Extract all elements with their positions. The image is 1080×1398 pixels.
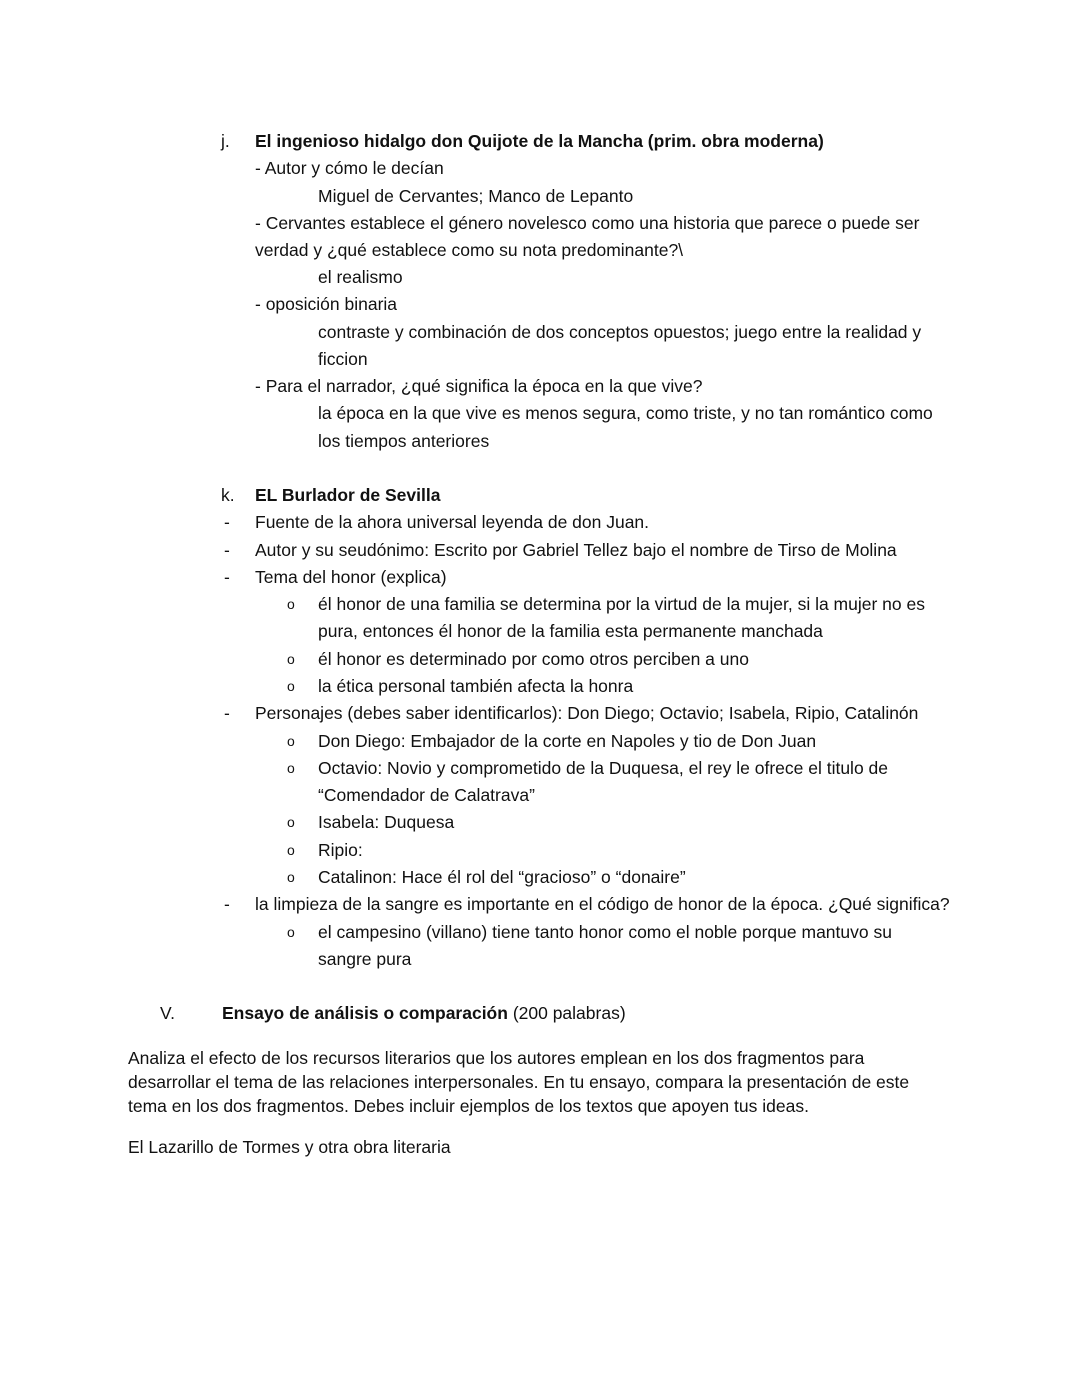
circle-bullet: o (287, 733, 295, 749)
section-k-marker: k. (221, 485, 235, 505)
character-octavio-line2: “Comendador de Calatrava” (318, 785, 535, 805)
answer-author: Miguel de Cervantes; Manco de Lepanto (318, 186, 634, 206)
blood-answer-line1: el campesino (villano) tiene tanto honor como el noble porque mantuvo su (318, 922, 892, 942)
circle-bullet: o (287, 651, 295, 667)
honor-point-3: la ética personal también afecta la honra (318, 676, 634, 696)
dash-marker: - (224, 894, 230, 914)
character-don-diego: Don Diego: Embajador de la corte en Napoles y tio de Don Juan (318, 731, 817, 751)
question-author: - Autor y cómo le decían (255, 158, 444, 178)
essay-works: El Lazarillo de Tormes y otra obra literaria (128, 1137, 451, 1157)
circle-bullet: o (287, 814, 295, 830)
honor-point-1-line1: él honor de una familia se determina por la virtud de la mujer, si la mujer no es (318, 594, 925, 614)
answer-epoch-line2: los tiempos anteriores (318, 431, 490, 451)
dash-marker: - (224, 567, 230, 587)
circle-bullet: o (287, 596, 295, 612)
question-epoch: - Para el narrador, ¿qué significa la época en la que vive? (255, 376, 703, 396)
blood-answer-line2: sangre pura (318, 949, 412, 969)
honor-point-1-line2: pura, entonces él honor de la familia esta permanente manchada (318, 621, 823, 641)
essay-prompt-line1: Analiza el efecto de los recursos literarios que los autores emplean en los dos fragmentos para (128, 1048, 865, 1068)
essay-prompt-line2: desarrollar el tema de las relaciones interpersonales. En tu ensayo, compara la presentación de este (128, 1072, 910, 1092)
answer-binary-line1: contraste y combinación de dos conceptos opuestos; juego entre la realidad y (318, 322, 922, 342)
character-octavio-line1: Octavio: Novio y comprometido de la Duquesa, el rey le ofrece el titulo de (318, 758, 889, 778)
answer-binary-line2: ficcion (318, 349, 368, 369)
question-binary: - oposición binaria (255, 294, 398, 314)
list-item-source: Fuente de la ahora universal leyenda de don Juan. (255, 512, 650, 532)
circle-bullet: o (287, 678, 295, 694)
section-v-marker: V. (160, 1003, 175, 1023)
answer-genre: el realismo (318, 267, 403, 287)
list-item-author: Autor y su seudónimo: Escrito por Gabriel Tellez bajo el nombre de Tirso de Molina (255, 540, 897, 560)
list-item-characters: Personajes (debes saber identificarlos): Don Diego; Octavio; Isabela, Ripio, Catalinón (255, 703, 919, 723)
character-catalinon: Catalinon: Hace él rol del “gracioso” o “donaire” (318, 867, 686, 887)
question-genre-line2: verdad y ¿qué establece como su nota predominante?\ (255, 240, 684, 260)
circle-bullet: o (287, 924, 295, 940)
circle-bullet: o (287, 842, 295, 858)
section-k-title: EL Burlador de Sevilla (255, 485, 441, 505)
section-v-heading (222, 1002, 626, 1024)
dash-marker: - (224, 540, 230, 560)
list-item-blood-purity: la limpieza de la sangre es importante en el código de honor de la época. ¿Qué significa? (255, 894, 950, 914)
question-genre-line1: - Cervantes establece el género novelesco como una historia que parece o puede ser (255, 213, 920, 233)
circle-bullet: o (287, 869, 295, 885)
dash-marker: - (224, 703, 230, 723)
section-v-title: Ensayo de análisis o comparación (222, 1003, 508, 1023)
essay-prompt-line3: tema en los dos fragmentos. Debes incluir ejemplos de los textos que apoyen tus ideas. (128, 1096, 809, 1116)
dash-marker: - (224, 512, 230, 532)
answer-epoch-line1: la época en la que vive es menos segura, como triste, y no tan romántico como (318, 403, 933, 423)
section-v-word-count: (200 palabras) (507, 1003, 626, 1023)
list-item-honor-theme: Tema del honor (explica) (255, 567, 447, 587)
character-isabela: Isabela: Duquesa (318, 812, 455, 832)
circle-bullet: o (287, 760, 295, 776)
character-ripio: Ripio: (318, 840, 363, 860)
section-j-title: El ingenioso hidalgo don Quijote de la Mancha (prim. obra moderna) (255, 131, 824, 151)
section-j-marker: j. (221, 131, 230, 151)
honor-point-2: él honor es determinado por como otros perciben a uno (318, 649, 749, 669)
